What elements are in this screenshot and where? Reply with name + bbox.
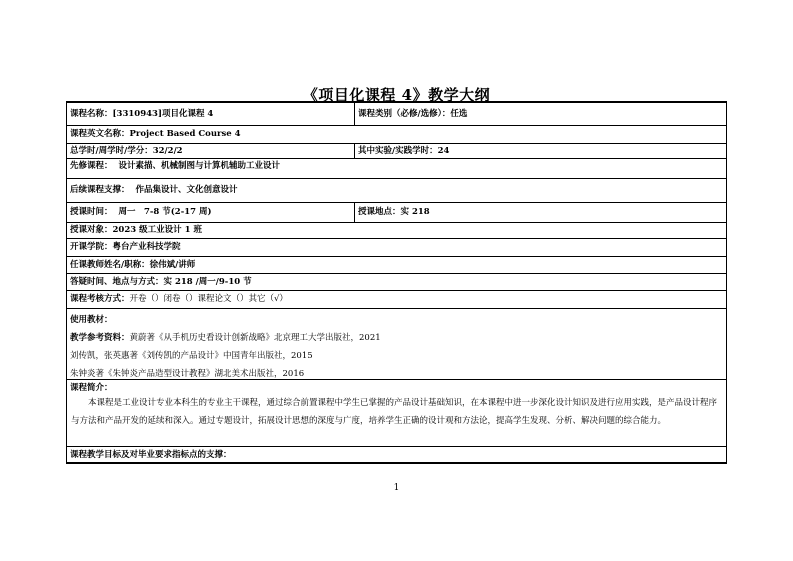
goals-label: 课程教学目标及对毕业要求指标点的支撑： bbox=[70, 450, 232, 461]
row-time-place bbox=[67, 203, 726, 223]
course-name-value: [3310943]项目化课程 4 bbox=[112, 108, 214, 119]
course-type-label: 课程类别（必修/选修）： bbox=[358, 108, 451, 119]
row-prerequisites bbox=[67, 159, 726, 179]
target-value: 2023 级工业设计 1 班 bbox=[112, 225, 202, 236]
place-label: 授课地点： bbox=[358, 207, 401, 218]
course-type-value: 任选 bbox=[450, 108, 468, 119]
ref-1: 黄蔚著《从手机历史看设计创新战略》北京理工大学出版社，2021 bbox=[129, 333, 381, 343]
target-label: 授课对象： bbox=[70, 225, 113, 236]
practice-hours-value: 24 bbox=[437, 145, 450, 156]
english-name-label: 课程英文名称： bbox=[70, 129, 130, 140]
qa-value: 实 218 /周一/9-10 节 bbox=[163, 276, 252, 287]
hours-value: 32/2/2 bbox=[152, 145, 183, 156]
textbook-label: 使用教材： bbox=[70, 315, 113, 325]
row-college bbox=[67, 239, 726, 257]
row-teacher bbox=[67, 257, 726, 274]
place-value: 实 218 bbox=[400, 207, 430, 218]
intro-text: 本课程是工业设计专业本科生的专业主干课程，通过综合前置课程中学生已掌握的产品设计基础知识，在本课程中进一步深化设计知识及进行应用实践，是产品设计程序与方法和产品开发的延续和深入。通过专题设计，拓展设计思想的深度与广度，培养学生正确的设计观和方法论，提高学生发现、分析、解决问题的综合能力。 bbox=[71, 398, 718, 426]
followup-value: 作品集设计、文化创意设计 bbox=[135, 185, 238, 196]
row-goals bbox=[67, 447, 726, 464]
teacher-label: 任课教师姓名/职称： bbox=[70, 259, 150, 270]
ref-2: 刘传凯，张英惠著《刘传凯的产品设计》中国青年出版社，2015 bbox=[70, 351, 313, 361]
assess-value: 开卷（）闭卷（）课程论文（）其它（√） bbox=[129, 294, 288, 305]
assess-label: 课程考核方式： bbox=[70, 294, 130, 305]
intro-label: 课程简介： bbox=[70, 383, 113, 393]
qa-label: 答疑时间、地点与方式： bbox=[70, 276, 164, 287]
row-course-name bbox=[67, 103, 726, 126]
time-label: 授课时间： bbox=[70, 207, 113, 218]
hours-label: 总学时/周学时/学分： bbox=[70, 145, 153, 156]
row-intro bbox=[67, 380, 726, 447]
time-value: 周一 7-8 节(2-17 周) bbox=[118, 207, 212, 218]
refs-label: 教学参考资料： bbox=[70, 333, 130, 343]
ref-3: 朱钟炎著《朱钟炎产品造型设计教程》湖北美术出版社，2016 bbox=[70, 369, 305, 379]
row-target bbox=[67, 223, 726, 239]
page-number: 1 bbox=[393, 483, 400, 493]
followup-label: 后续课程支撑： bbox=[70, 185, 130, 196]
syllabus-table bbox=[66, 101, 727, 464]
row-qa bbox=[67, 274, 726, 291]
college-value: 粤台产业科技学院 bbox=[112, 242, 181, 253]
page-title: 《项目化课程 4》教学大纲 bbox=[302, 86, 491, 104]
row-followup bbox=[67, 179, 726, 203]
teacher-value: 徐伟斌/讲师 bbox=[149, 259, 196, 270]
english-name-value: Project Based Course 4 bbox=[129, 129, 241, 140]
course-name-label: 课程名称： bbox=[70, 108, 113, 119]
practice-hours-label: 其中实验/实践学时： bbox=[358, 145, 438, 156]
college-label: 开课学院： bbox=[70, 242, 113, 253]
prereq-value: 设计素描、机械制图与计算机辅助工业设计 bbox=[118, 161, 280, 171]
row-english-name bbox=[67, 126, 726, 144]
row-materials bbox=[67, 309, 726, 380]
prereq-label: 先修课程： bbox=[70, 161, 113, 171]
row-assessment bbox=[67, 291, 726, 309]
row-hours bbox=[67, 144, 726, 159]
